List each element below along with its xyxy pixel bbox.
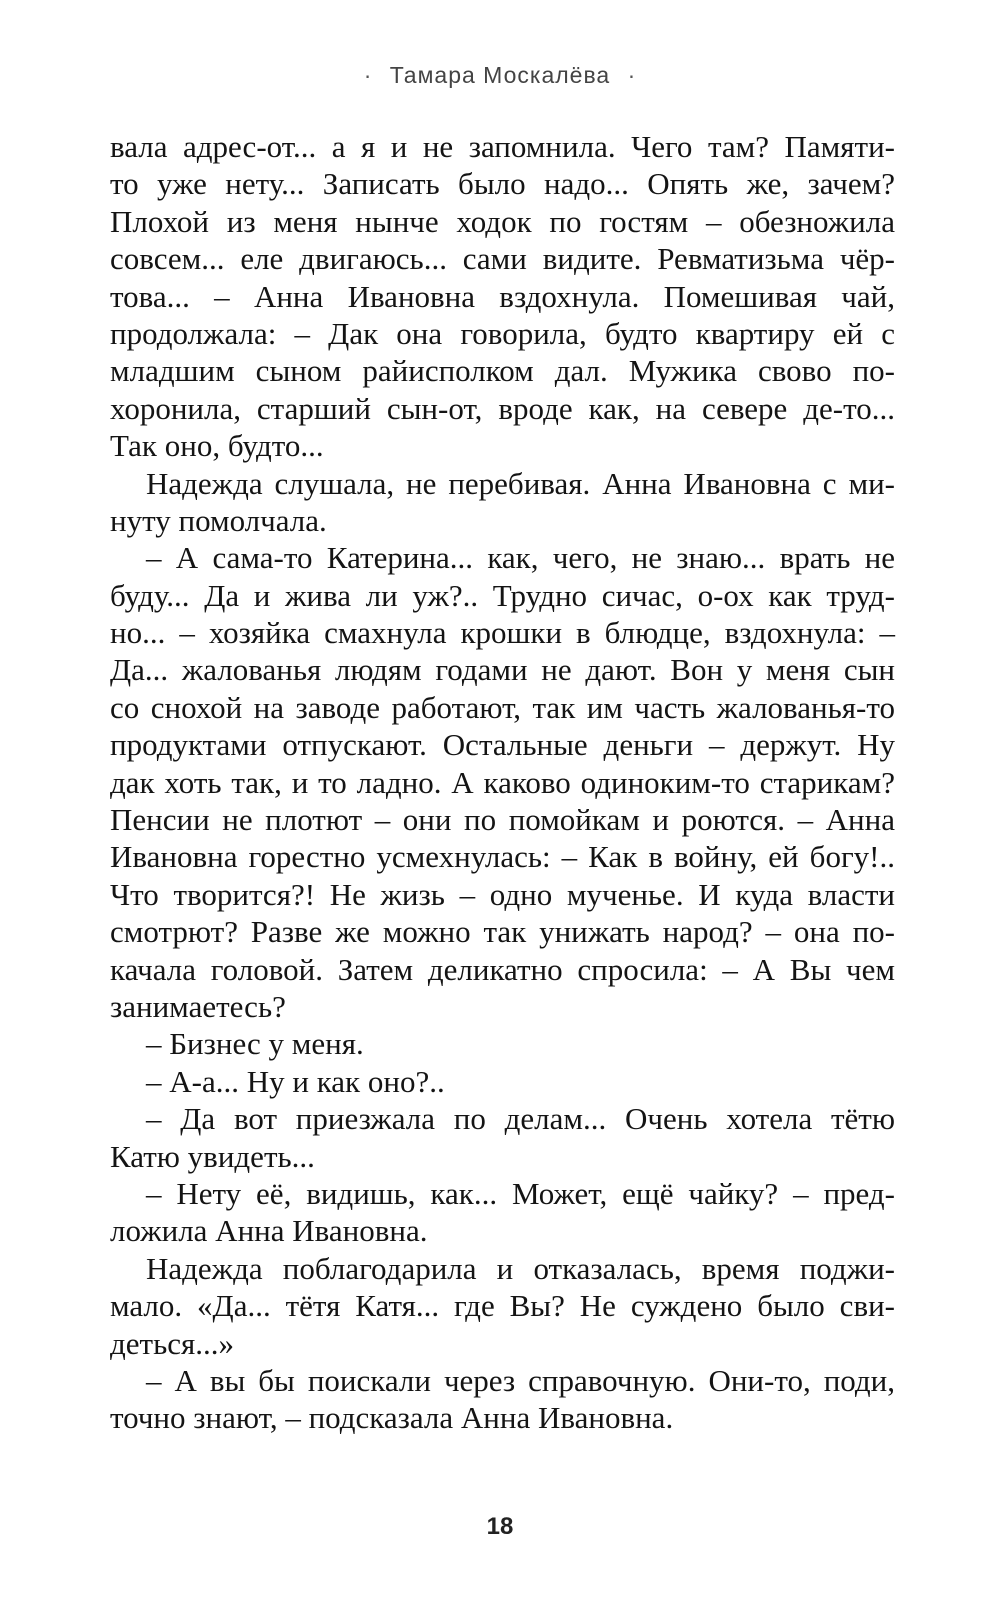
text-line: продолжала: – Дак она говорила, будто квартиру ей с <box>110 315 895 351</box>
body-text <box>110 128 895 1437</box>
text-line: – А-а... Ну и как оно?.. <box>146 1063 445 1099</box>
text-line: Ивановна горестно усмехнулась: – Как в войну, ей богу!.. <box>110 839 895 875</box>
text-line: младшим сыном райисполком дал. Мужика свово по- <box>110 353 895 389</box>
text-line: со снохой на заводе работают, так им часть жалованья-то <box>110 689 895 725</box>
text-line: качала головой. Затем деликатно спросила: – А Вы чем <box>110 951 895 987</box>
page-number: 18 <box>486 1513 514 1540</box>
text-line: – Да вот приезжала по делам... Очень хотела тётю <box>146 1101 895 1137</box>
text-line: то уже нету... Записать было надо... Опять же, зачем? <box>110 166 895 202</box>
text-line: – А сама-то Катерина... как, чего, не знаю... врать не <box>146 540 895 576</box>
text-line: смотрют? Разве же можно так унижать народ? – она по- <box>110 914 895 950</box>
text-line: мало. «Да... тётя Катя... где Вы? Не суждено было сви- <box>110 1288 895 1324</box>
text-line: Пенсии не плотют – они по помойкам и роются. – Анна <box>110 802 895 838</box>
text-line: нуту помолчала. <box>110 502 327 538</box>
header-author: Тамара Москалёва <box>389 62 611 88</box>
text-line: занимаетесь? <box>110 988 286 1024</box>
text-line: хоронила, старший сын-от, вроде как, на севере де-то... <box>110 390 895 426</box>
text-line: това... – Анна Ивановна вздохнула. Помешивая чай, <box>110 278 895 314</box>
text-line: Плохой из меня нынче ходок по гостям – обезножила <box>110 203 895 239</box>
text-line: точно знают, – подсказала Анна Ивановна. <box>110 1400 674 1436</box>
text-line: но... – хозяйка смахнула крошки в блюдце, вздохнула: – <box>110 615 895 651</box>
text-line: деться...» <box>110 1325 234 1361</box>
running-header <box>0 62 1000 89</box>
text-line: Да... жалованья людям годами не дают. Вон у меня сын <box>110 652 895 688</box>
text-line: совсем... еле двигаюсь... сами видите. Ревматизьма чёр- <box>110 241 895 277</box>
text-line: – А вы бы поискали через справочную. Они-то, поди, <box>146 1362 895 1398</box>
text-line: – Нету её, видишь, как... Может, ещё чайку? – пред- <box>146 1175 895 1211</box>
text-line: Что творится?! Не жизь – одно мученье. И куда власти <box>110 876 895 912</box>
text-line: – Бизнес у меня. <box>146 1026 364 1062</box>
header-separator-right: · <box>627 62 637 88</box>
text-line: буду... Да и жива ли уж?.. Трудно сичас, о-ох как труд- <box>110 577 895 613</box>
header-separator-left: · <box>363 62 373 88</box>
text-line: вала адрес-от... а я и не запомнила. Чего там? Памяти- <box>110 129 895 164</box>
text-line: продуктами отпускают. Остальные деньги – держут. Ну <box>110 727 895 763</box>
text-line: Надежда слушала, не перебивая. Анна Ивановна с ми- <box>146 465 895 501</box>
text-line: Так оно, будто... <box>110 428 324 464</box>
text-line: ложила Анна Ивановна. <box>110 1213 428 1249</box>
text-line: Надежда поблагодарила и отказалась, время поджи- <box>146 1250 895 1286</box>
text-line: Катю увидеть... <box>110 1138 315 1174</box>
text-line: дак хоть так, и то ладно. А каково одиноким-то старикам? <box>110 764 895 800</box>
